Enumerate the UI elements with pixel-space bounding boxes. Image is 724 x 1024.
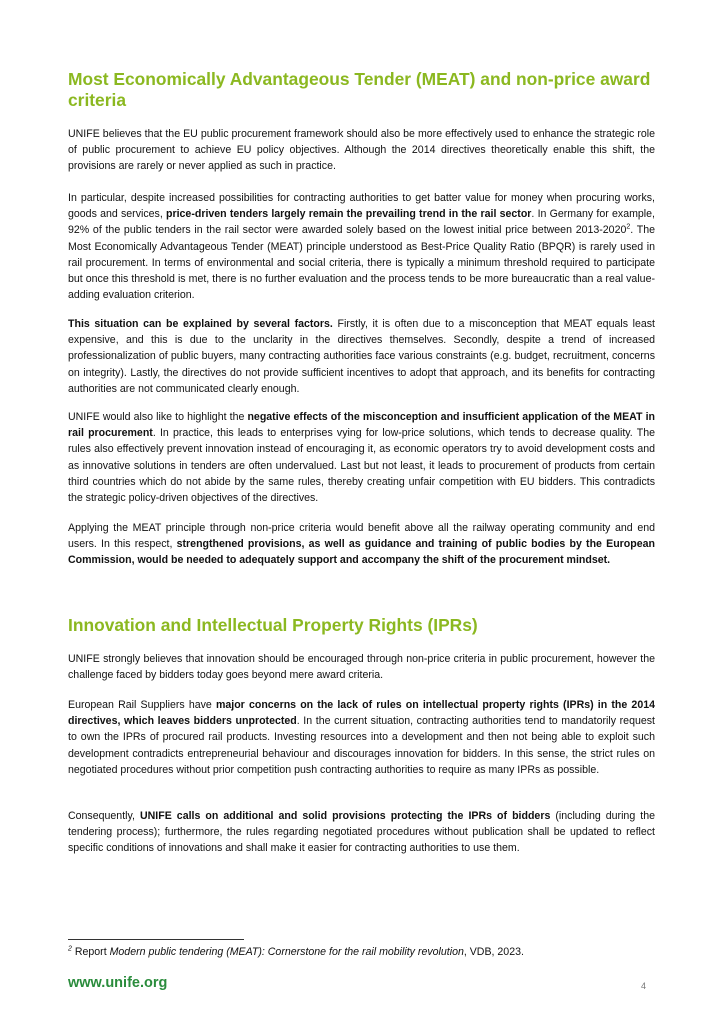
paragraph (68, 316, 655, 397)
text-run: (including during the tendering process); furthermore, the rules regarding negotiated procedures without publication shall be updated to reflect specific conditions of innovations and shall make it easier for contracting authorities to use them. (68, 810, 655, 855)
footnote-number: 2 (68, 945, 72, 953)
footnote (68, 945, 658, 959)
text-run: Consequently, (68, 810, 140, 822)
footnote-title: Modern public tendering (MEAT): Cornerstone for the rail mobility revolution (109, 946, 464, 958)
bold-text-run: negative effects of the misconception and insufficient application of the MEAT in rail procurement (68, 411, 656, 440)
page-number: 4 (641, 981, 647, 991)
text-run: Firstly, it is often due to a misconception that MEAT equals least expensive, and this is due to the unclarity in the directives themselves. Secondly, despite a trend of increased professionalization of public buyers, many contracting authorities face various constraints (e.g. budget, recruitment, concerns on integrity). Lastly, the directives do not provide sufficient incentives to adopt that approach, and its benefits for contracting authorities are not communicated clearly enough. (68, 318, 655, 395)
section-heading-meat: Most Economically Advantageous Tender (MEAT) and non-price award criteria (68, 69, 651, 110)
text-run: UNIFE would also like to highlight the (68, 411, 248, 423)
bold-text-run: strengthened provisions, as well as guidance and training of public bodies by the European Commission, would be needed to adequately support and accompany the shift of the procurement mindset. (68, 538, 655, 567)
text-run: Report (71, 946, 110, 958)
text-run: European Rail Suppliers have (68, 699, 216, 711)
bold-text-run: This situation can be explained by several factors. (68, 318, 333, 330)
footer-website-link[interactable]: www.unife.org (68, 975, 168, 991)
paragraph (68, 190, 655, 303)
footnote-divider (68, 939, 244, 940)
text-run: , VDB, 2023. (463, 946, 524, 958)
bold-text-run: UNIFE calls on additional and solid provisions protecting the IPRs of bidders (139, 810, 551, 822)
section-heading-ipr: Innovation and Intellectual Property Rights (IPRs) (68, 615, 478, 635)
text-run: In particular, despite increased possibilities for contracting authorities to get batter value for money when procuring works, goods and services, (68, 192, 655, 221)
paragraph (68, 808, 655, 857)
paragraph: UNIFE believes that the EU public procurement framework should also be more effectively used to enhance the strategic role of public procurement to achieve EU policy objectives. Although the 2014 directives theoretically enable this shift, the provisions are rarely or never applied as such in practice. (68, 128, 655, 173)
paragraph (68, 520, 655, 569)
footnote-ref: 2 (626, 223, 631, 231)
text-run: . In the current situation, contracting authorities tend to mandatorily request to own the IPRs of procured rail products. Investing resources into a development and then not being able to exploit such development contradicts entrepreneurial behaviour and discourages innovation for bidders. In this sense, the strict rules on negotiated procedures without prior competition push contracting authorities to require as many IPRs as possible. (68, 715, 655, 776)
paragraph: UNIFE strongly believes that innovation should be encouraged through non-price criteria in public procurement, however the challenge faced by bidders today goes beyond mere award criteria. (68, 653, 655, 682)
bold-text-run: price-driven tenders largely remain the prevailing trend in the rail sector (166, 208, 532, 221)
paragraph (68, 697, 655, 778)
bold-text-run: major concerns on the lack of rules on intellectual property rights (IPRs) in the 2014 directives, which leaves bidders unprotected (68, 699, 655, 728)
text-run: . In Germany for example, 92% of the public tenders in the rail sector were awarded solely based on the lowest initial price between 2013-2020 (68, 208, 655, 237)
paragraph (68, 409, 655, 506)
text-run: . The Most Economically Advantageous Tender (MEAT) principle understood as Best-Price Quality Ratio (BPQR) is rarely used in rail procurement. In terms of environmental and social criteria, there is typically a minimum threshold required to participate but once this threshold is met, there is no further evaluation and the process tends to be more bureaucratic than a real value-adding evaluation criterion. (68, 224, 655, 302)
text-run: . In practice, this leads to enterprises vying for low-price solutions, which tends to decrease quality. The rules also effectively prevent innovation instead of encouraging it, as economic operators try to avoid development costs and as innovative solutions in tenders are often undervalued. Last but not least, it leads to procurement of products from certain third countries which do not abide by the same rules, thereby creating unfair competition with EU bidders. This contradicts the strategic policy-driven objectives of the directives. (68, 427, 655, 505)
text-run: Applying the MEAT principle through non-price criteria would benefit above all the railway operating community and end users. In this respect, (68, 522, 655, 551)
